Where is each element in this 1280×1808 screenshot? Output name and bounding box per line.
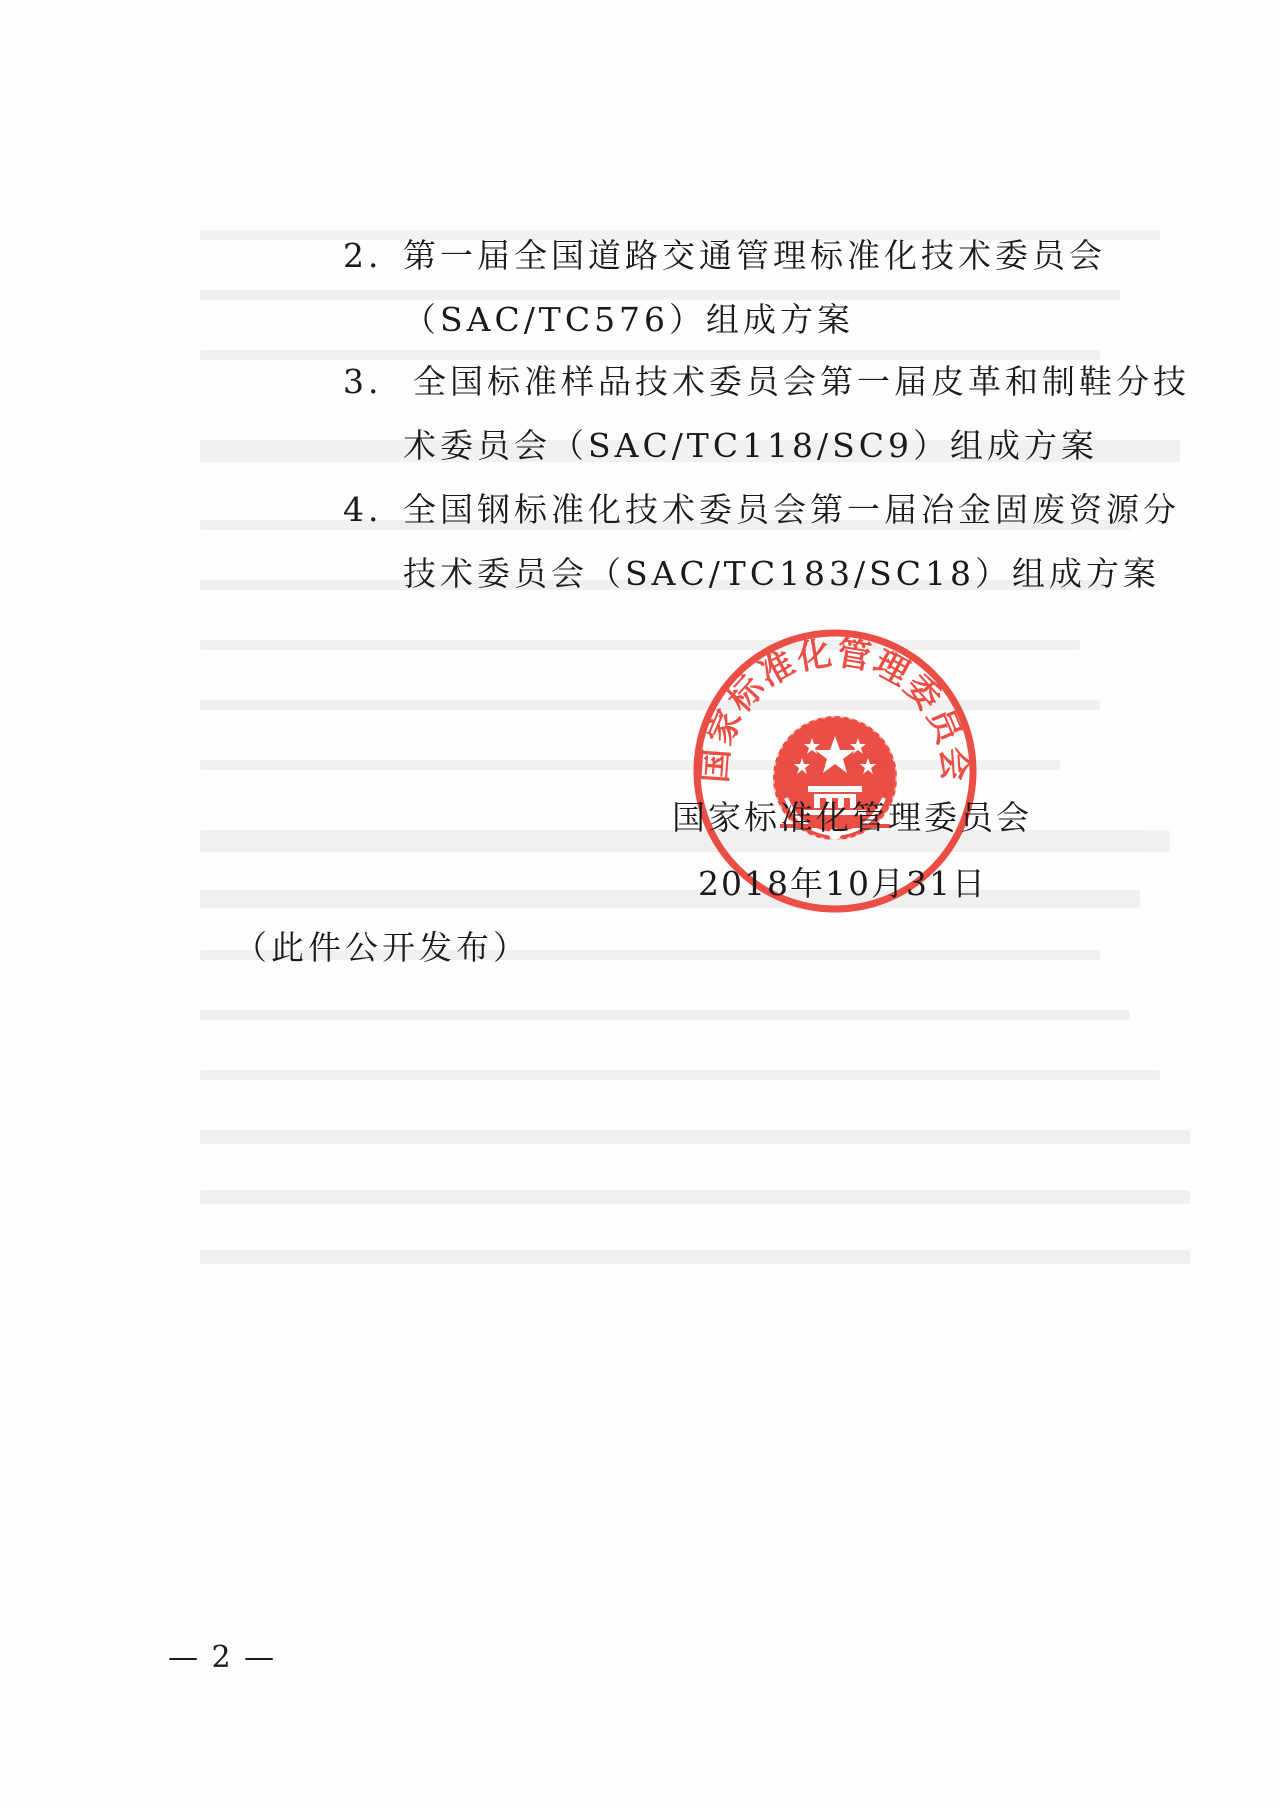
item-line-1: 第一届全国道路交通管理标准化技术委员会: [403, 236, 1106, 275]
item-number: 2.: [343, 236, 383, 275]
item-number: 3.: [343, 362, 383, 401]
publication-notice: （此件公开发布）: [234, 928, 530, 967]
item-line-2: 术委员会（SAC/TC118/SC9）组成方案: [403, 426, 1099, 465]
item-line-2: 技术委员会（SAC/TC183/SC18）组成方案: [403, 554, 1161, 593]
item-number: 4.: [343, 490, 383, 529]
item-line-1: 全国标准样品技术委员会第一届皮革和制鞋分技: [413, 362, 1190, 401]
item-line-2: （SAC/TC576）组成方案: [403, 300, 855, 339]
issue-date: 2018年10月31日: [698, 864, 987, 903]
svg-text:国家标准化管理委员会: 国家标准化管理委员会: [695, 633, 975, 785]
issuing-authority: 国家标准化管理委员会: [672, 798, 1032, 837]
page-number: — 2 —: [168, 1640, 277, 1675]
item-line-1: 全国钢标准化技术委员会第一届冶金固废资源分: [403, 490, 1180, 529]
